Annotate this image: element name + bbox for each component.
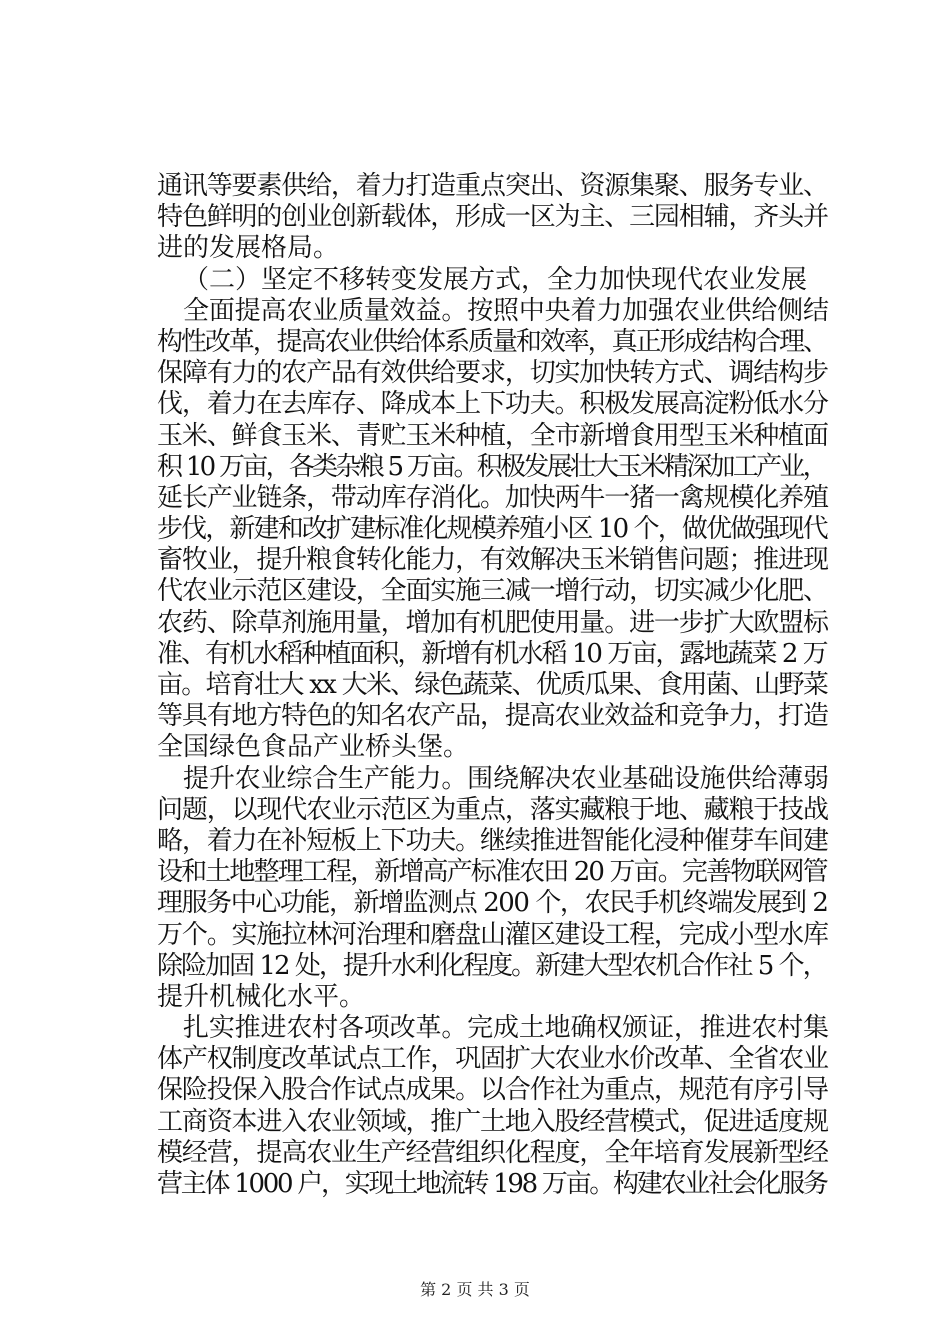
text-line: 准、有机水稻种植面积，新增有机水稻 10 万亩，露地蔬菜 2 万 [157,638,827,669]
text-line: 工商资本进入农业领域，推广土地入股经营模式，促进适度规 [157,1106,828,1137]
text-line: 提升机械化水平。 [157,981,366,1012]
text-line: 问题，以现代农业示范区为重点，落实藏粮于地、藏粮于技战 [157,794,828,825]
text-line: 农药、除草剂施用量，增加有机肥使用量。进一步扩大欧盟标 [157,607,828,638]
text-line: 体产权制度改革试点工作，巩固扩大农业水价改革、全省农业 [157,1044,828,1075]
paragraph-first-line: 扎实推进农村各项改革。完成土地确权颁证，推进农村集 [183,1013,829,1044]
text-line: 延长产业链条，带动库存消化。加快两牛一猪一禽规模化养殖 [157,482,828,513]
text-line: 亩。培育壮大 xx 大米、绿色蔬菜、优质瓜果、食用菌、山野菜 [157,670,828,700]
text-line: 保障有力的农产品有效供给要求，切实加快转方式、调结构步 [157,358,828,389]
page-number-label: 第 2 页 共 3 页 [420,1280,530,1299]
text-line: 等具有地方特色的知名农产品，提高农业效益和竞争力，打造 [157,701,828,732]
text-line: 保险投保入股合作试点成果。以合作社为重点，规范有序引导 [157,1075,828,1106]
text-line: 伐，着力在去库存、降成本上下功夫。积极发展高淀粉低水分 [157,389,828,420]
text-line: 玉米、鲜食玉米、青贮玉米种植，全市新增食用型玉米种植面 [157,420,828,451]
text-line: 构性改革，提高农业供给体系质量和效率，真正形成结构合理、 [157,326,827,357]
text-line: 通讯等要素供给，着力打造重点突出、资源集聚、服务专业、 [157,171,828,201]
text-line: 代农业示范区建设，全面实施三减一增行动，切实减少化肥、 [157,576,828,607]
text-line: 营主体 1000 户，实现土地流转 198 万亩。构建农业社会化服务 [157,1169,827,1199]
text-line: 步伐，新建和改扩建标准化规模养殖小区 10 个，做优做强现代 [157,514,827,545]
text-line: 特色鲜明的创业创新载体，形成一区为主、三园相辅，齐头并 [157,202,828,233]
text-line: 设和土地整理工程，新增高产标准农田 20 万亩。完善物联网管 [157,857,827,888]
paragraph-first-line: 全面提高农业质量效益。按照中央着力加强农业供给侧结 [183,295,829,326]
text-line: 理服务中心功能，新增监测点 200 个，农民手机终端发展到 2 [157,888,828,919]
page-footer [0,1280,950,1300]
text-line: 除险加固 12 处，提升水利化程度。新建大型农机合作社 5 个， [157,950,827,981]
text-line: 略，着力在补短板上下功夫。继续推进智能化浸种催芽车间建 [157,825,828,856]
document-body [157,171,829,1200]
paragraph-first-line: 提升农业综合生产能力。围绕解决农业基础设施供给薄弱 [183,763,829,794]
text-line: 进的发展格局。 [157,233,340,264]
text-line: 模经营，提高农业生产经营组织化程度，全年培育发展新型经 [157,1137,828,1168]
paragraph-first-line: （二）坚定不移转变发展方式，全力加快现代农业发展 [183,264,808,295]
text-line: 积 10 万亩，各类杂粮 5 万亩。积极发展壮大玉米精深加工产业， [157,451,826,482]
text-line: 畜牧业，提升粮食转化能力，有效解决玉米销售问题；推进现 [157,545,828,576]
text-line: 万个。实施拉林河治理和磨盘山灌区建设工程，完成小型水库 [157,919,828,950]
text-line: 全国绿色食品产业桥头堡。 [157,732,470,763]
